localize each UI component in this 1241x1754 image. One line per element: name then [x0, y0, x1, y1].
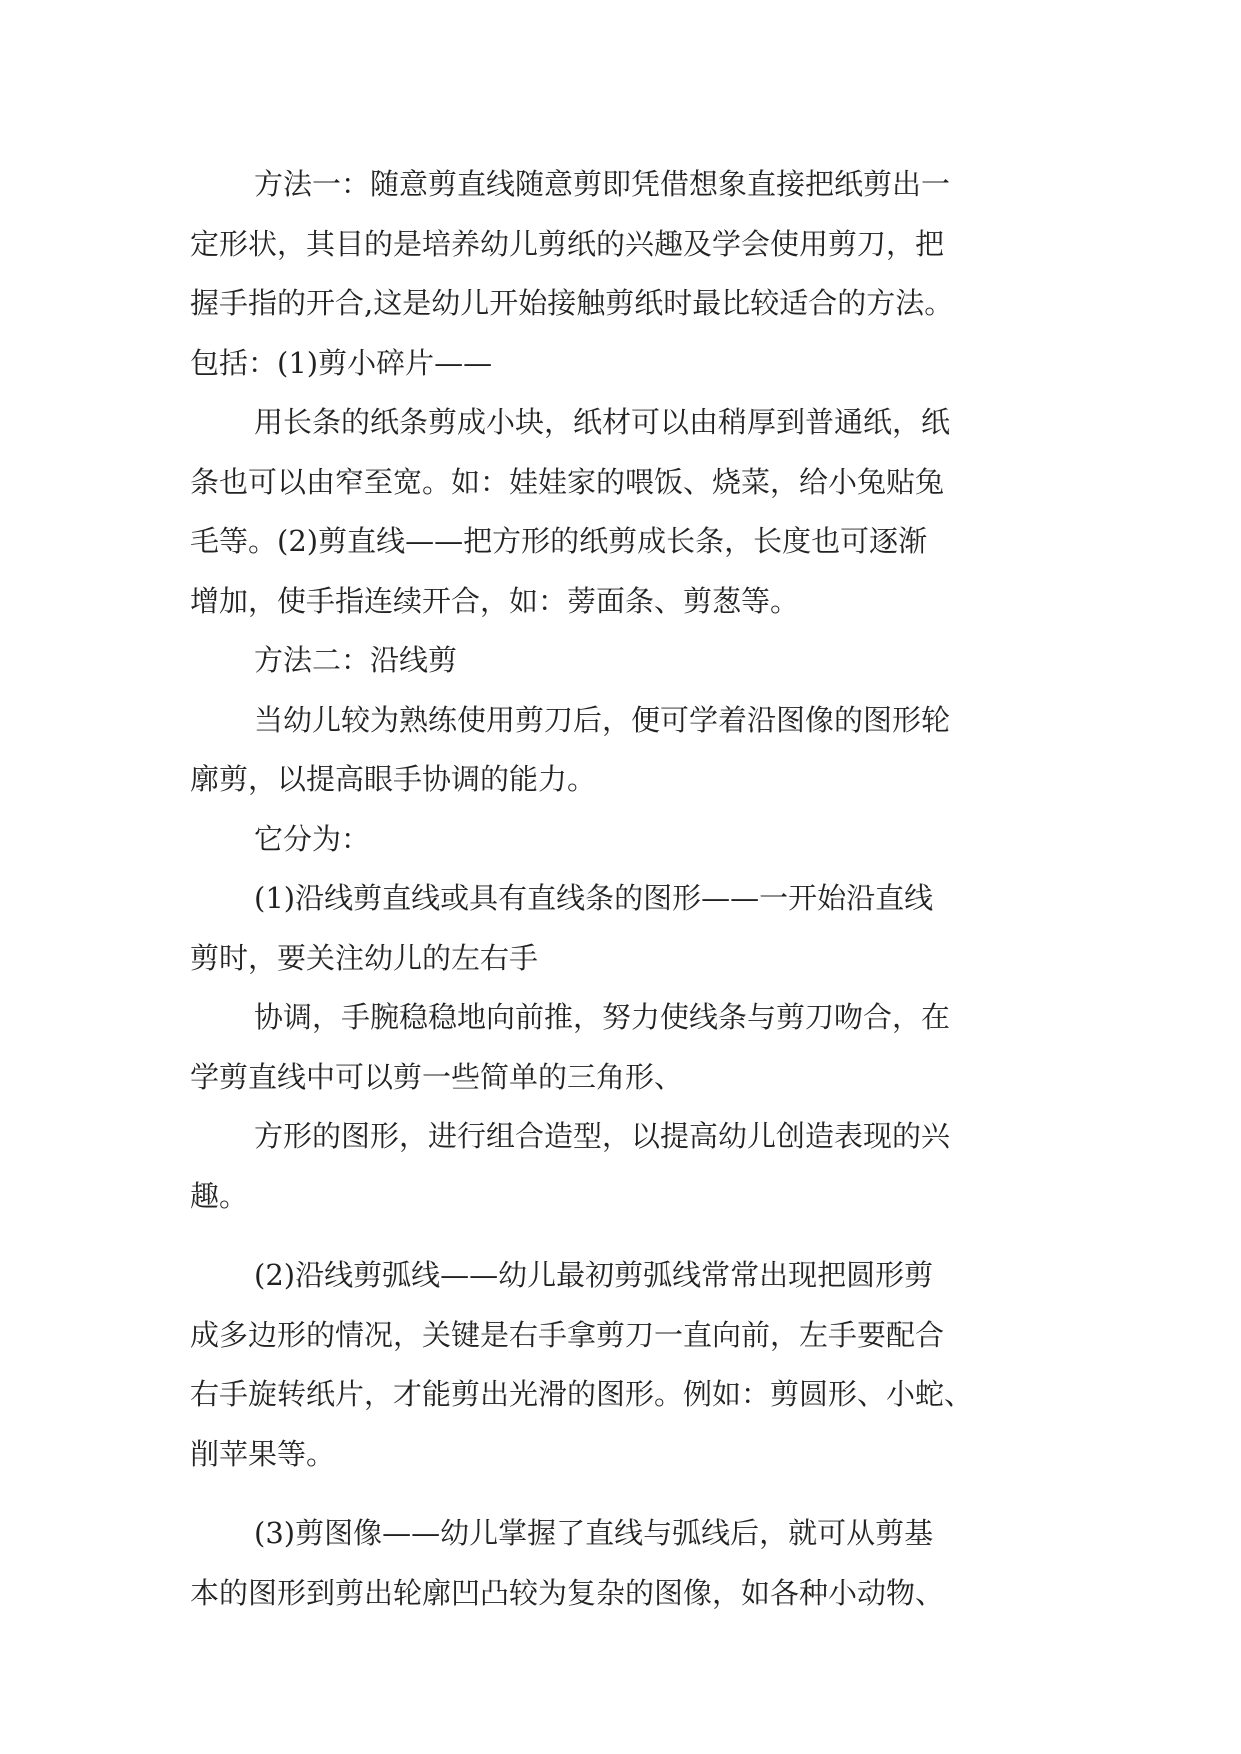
paragraph-line: 它分为：: [254, 821, 371, 856]
paragraph-line: 协调，手腕稳稳地向前推，努力使线条与剪刀吻合，在: [254, 1000, 951, 1034]
paragraph-line: 包括：(1)剪小碎片——: [190, 345, 493, 380]
section-heading: 方法二：沿线剪: [254, 643, 458, 677]
paragraph-line: 削苹果等。: [190, 1436, 336, 1471]
paragraph-line: 方形的图形，进行组合造型，以提高幼儿创造表现的兴: [254, 1119, 951, 1153]
paragraph-gap: [190, 1484, 1090, 1504]
paragraph-line: (3)剪图像——幼儿掌握了直线与弧线后，就可从剪基: [254, 1516, 934, 1550]
paragraph-line: 条也可以由窄至宽。如：娃娃家的喂饭、烧菜，给小兔贴兔: [190, 464, 945, 499]
paragraph-line: 本的图形到剪出轮廓凹凸较为复杂的图像，如各种小动物、: [190, 1575, 945, 1610]
paragraph-line: 剪时，要关注幼儿的左右手: [190, 940, 539, 975]
document-body: [190, 155, 1090, 1623]
paragraph-line: 当幼儿较为熟练使用剪刀后，便可学着沿图像的图形轮: [254, 702, 951, 737]
paragraph-line: 趣。: [190, 1178, 249, 1213]
paragraph-line: 廓剪，以提高眼手协调的能力。: [190, 762, 597, 796]
paragraph-line: (2)沿线剪弧线——幼儿最初剪弧线常常出现把圆形剪: [254, 1258, 934, 1292]
paragraph-line: 握手指的开合,这是幼儿开始接触剪纸时最比较适合的方法。: [190, 286, 954, 320]
paragraph-line: 右手旋转纸片，才能剪出光滑的图形。例如：剪圆形、小蛇、: [190, 1377, 974, 1411]
paragraph-line: 学剪直线中可以剪一些简单的三角形、: [190, 1059, 684, 1094]
paragraph-line: 定形状，其目的是培养幼儿剪纸的兴趣及学会使用剪刀，把: [190, 226, 945, 261]
paragraph-line: 成多边形的情况，关键是右手拿剪刀一直向前，左手要配合: [190, 1317, 945, 1352]
paragraph-line: 增加，使手指连续开合，如：蒡面条、剪葱等。: [190, 583, 800, 618]
paragraph-line: 毛等。(2)剪直线——把方形的纸剪成长条，长度也可逐渐: [190, 524, 928, 558]
paragraph-gap: [190, 1226, 1090, 1246]
paragraph-line: 方法一：随意剪直线随意剪即凭借想象直接把纸剪出一: [254, 167, 951, 201]
paragraph-line: 用长条的纸条剪成小块，纸材可以由稍厚到普通纸，纸: [254, 405, 951, 439]
paragraph-line: (1)沿线剪直线或具有直线条的图形——一开始沿直线: [254, 881, 934, 915]
